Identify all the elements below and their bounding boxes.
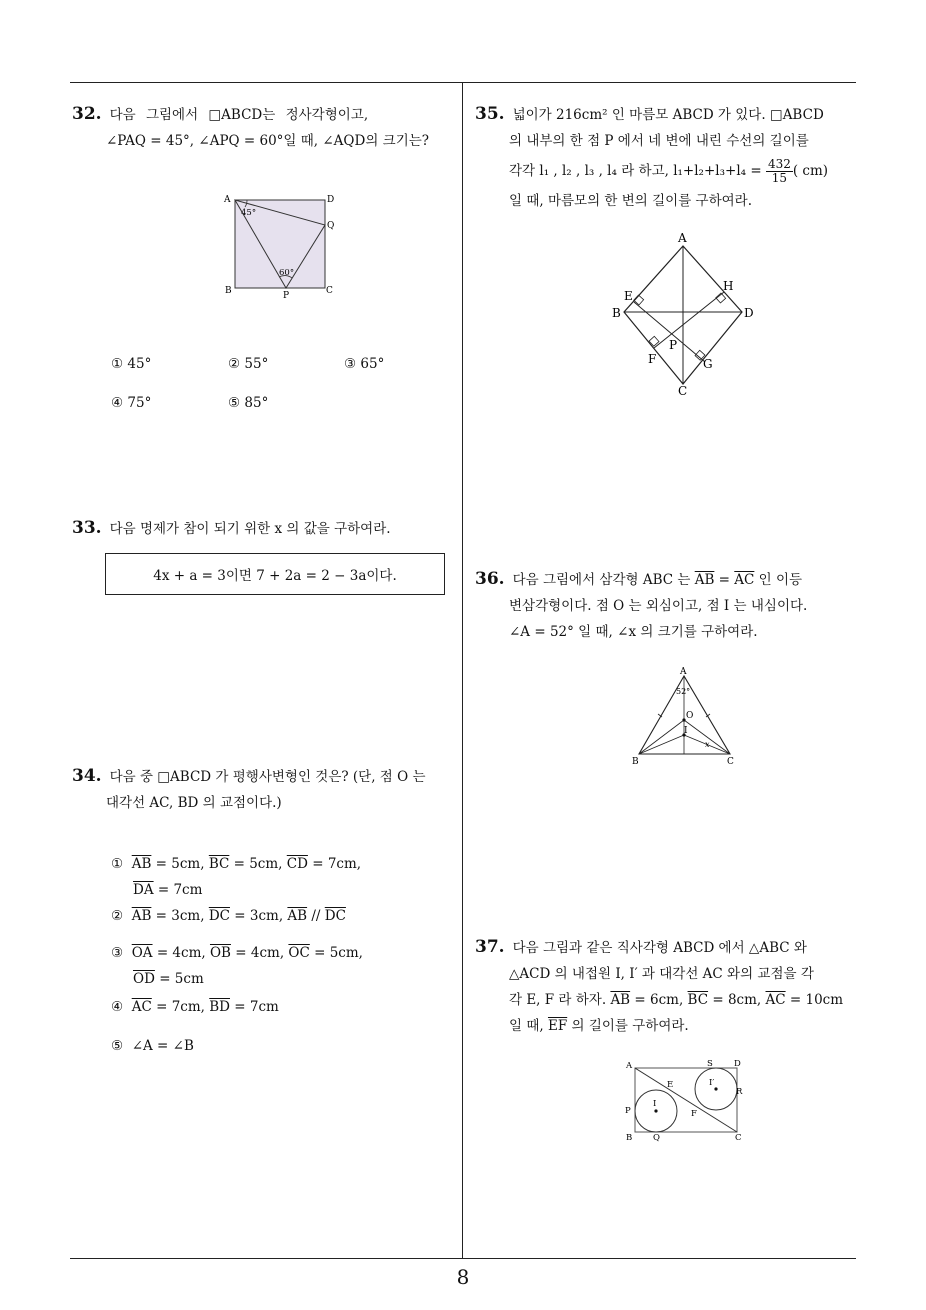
label-A: A (680, 667, 687, 677)
label-F: F (691, 1109, 697, 1119)
question-number: 34. (72, 766, 102, 786)
label-C: C (678, 384, 688, 398)
label-D: D (744, 306, 754, 320)
choice-5[interactable]: ⑤ ∠A = ∠B (111, 1038, 194, 1054)
choice-3[interactable]: ③ 65° (344, 356, 385, 372)
choice-1[interactable]: ① 45° (111, 356, 152, 372)
choice-4[interactable]: ④ $\overline{AC} = 7cm$, $\overline{BD} = 7cm$ (111, 999, 279, 1015)
fraction: $\frac{432}{15}$ (767, 157, 791, 185)
question-text-line: 다음 그림에서 □ABCD는 정사각형이고, (109, 107, 369, 123)
label-Q: Q (327, 221, 335, 231)
choice-3[interactable]: ③ $\overline{OA} = 4cm$, $\overline{OB} = 4cm$, $\overline{OC} = 5cm$, $\overline{OD} = 5cm$ (111, 945, 363, 987)
choice-4[interactable]: ④ 75° (111, 395, 152, 411)
bottom-rule (70, 1258, 856, 1259)
question-text-line: 대각선 AC, BD 의 교점이다.) (106, 795, 282, 811)
label-E: E (667, 1080, 674, 1090)
label-I-prime: I′ (709, 1078, 715, 1088)
question-text-line: 일 때, 마름모의 한 변의 길이를 구하여라. (509, 193, 752, 209)
label-B: B (612, 306, 621, 320)
label-A: A (678, 231, 687, 245)
label-R: R (736, 1087, 743, 1097)
label-C: C (727, 757, 734, 767)
label-O: O (686, 711, 694, 721)
top-rule (70, 82, 856, 83)
question-text-line: 의 내부의 한 점 P 에서 네 변에 내린 수선의 길이를 (509, 133, 809, 149)
page-number: 8 (456, 1265, 470, 1289)
question-37: 37. 다음 그림과 같은 직사각형 ABCD 에서 △ABC 와 △ACD 의 내접원 I, I′ 과 대각선 AC 와의 교점을 각 각 E, F 라 하자. $\overline{AB} = 6cm$, $\overline{BC} = 8cm$, $\overline{AC} = 10cm$ 일 때, $\overline{EF}$ 의 길이를 구하여라. (475, 934, 860, 1039)
angle-45-label: 45° (241, 208, 257, 218)
question-text-line: ∠PAQ = 45°, ∠APQ = 60°일 때, ∠AQD의 크기는? (106, 133, 430, 149)
label-B: B (632, 757, 639, 767)
question-32 (72, 101, 457, 154)
q36-triangle-figure (625, 662, 745, 770)
label-P: P (625, 1106, 631, 1116)
column-divider (462, 82, 463, 1258)
label-I: I (684, 726, 688, 736)
question-text-line: 각각 l₁ , l₂ , l₃ , l₄ 라 하고, l₁+l₂+l₃+l₄ = (509, 163, 762, 179)
question-number: 32. (72, 104, 102, 124)
label-S: S (707, 1059, 713, 1069)
label-D: D (327, 195, 335, 205)
question-text-line: 다음 그림과 같은 직사각형 ABCD 에서 △ABC 와 (512, 940, 807, 956)
label-P: P (669, 338, 678, 352)
label-Q: Q (653, 1133, 660, 1143)
label-P: P (283, 291, 290, 301)
label-B: B (626, 1133, 633, 1143)
label-A: A (224, 195, 231, 205)
q32-square-figure (218, 190, 348, 302)
choice-2[interactable]: ② 55° (228, 356, 269, 372)
choice-2[interactable]: ② $\overline{AB} = 3cm$, $\overline{DC} = 3cm$, $\overline{AB} // \overline{DC}$ (111, 908, 346, 924)
question-number: 35. (475, 104, 505, 124)
angle-52-label: 52° (676, 687, 691, 696)
label-I: I (653, 1099, 657, 1109)
angle-60-label: 60° (279, 268, 295, 278)
label-A: A (626, 1061, 633, 1071)
question-number: 33. (72, 518, 102, 538)
question-text-line: 다음 명제가 참이 되기 위한 x 의 값을 구하여라. (109, 521, 391, 537)
question-text-line: ∠A = 52° 일 때, ∠x 의 크기를 구하여라. (509, 624, 758, 640)
label-B: B (225, 286, 232, 296)
label-H: H (723, 279, 734, 293)
question-text-line: △ACD 의 내접원 I, I′ 과 대각선 AC 와의 교점을 각 (509, 966, 814, 982)
question-34 (72, 763, 426, 816)
question-number: 37. (475, 937, 505, 957)
label-G: G (703, 357, 713, 371)
choice-1[interactable]: ① $\overline{AB} = 5cm$, $\overline{BC} = 5cm$, $\overline{CD} = 7cm$, $\overline{DA} = 7cm$ (111, 856, 362, 898)
choice-5[interactable]: ⑤ 85° (228, 395, 269, 411)
question-text-line: 변삼각형이다. 점 O 는 외심이고, 점 I 는 내심이다. (509, 598, 808, 614)
label-C: C (326, 286, 333, 296)
q35-rhombus-figure (610, 228, 760, 400)
question-36: 36. 다음 그림에서 삼각형 ABC 는 $\overline{AB} = \overline{AC}$ 인 이등 변삼각형이다. 점 O 는 외심이고, 점 I 는 내심이다. ∠A = 52° 일 때, ∠x 의 크기를 구하여라. (475, 566, 860, 645)
label-F: F (648, 352, 657, 366)
question-number: 36. (475, 569, 505, 589)
question-33 (72, 515, 391, 542)
label-D: D (734, 1059, 741, 1069)
question-text-line: 넓이가 216cm² 인 마름모 ABCD 가 있다. □ABCD (512, 107, 824, 123)
q37-rectangle-figure (620, 1056, 755, 1146)
angle-x-label: x (705, 740, 710, 749)
question-35: 35. 넓이가 216cm² 인 마름모 ABCD 가 있다. □ABCD 의 내부의 한 점 P 에서 네 변에 내린 수선의 길이를 각각 l₁ , l₂ , l₃ , l₄ 라 하고, l₁+l₂+l₃+l₄ = $\frac{432}{15}$ ( cm) 일 때, 마름모의 한 변의 길이를 구하여라. (475, 101, 860, 214)
proposition-box: 4x + a = 3이면 7 + 2a = 2 − 3a이다. (105, 553, 445, 595)
question-text-line: 다음 중 □ABCD 가 평행사변형인 것은? (단, 점 O 는 (109, 769, 426, 785)
label-E: E (624, 289, 633, 303)
label-C: C (735, 1133, 742, 1143)
